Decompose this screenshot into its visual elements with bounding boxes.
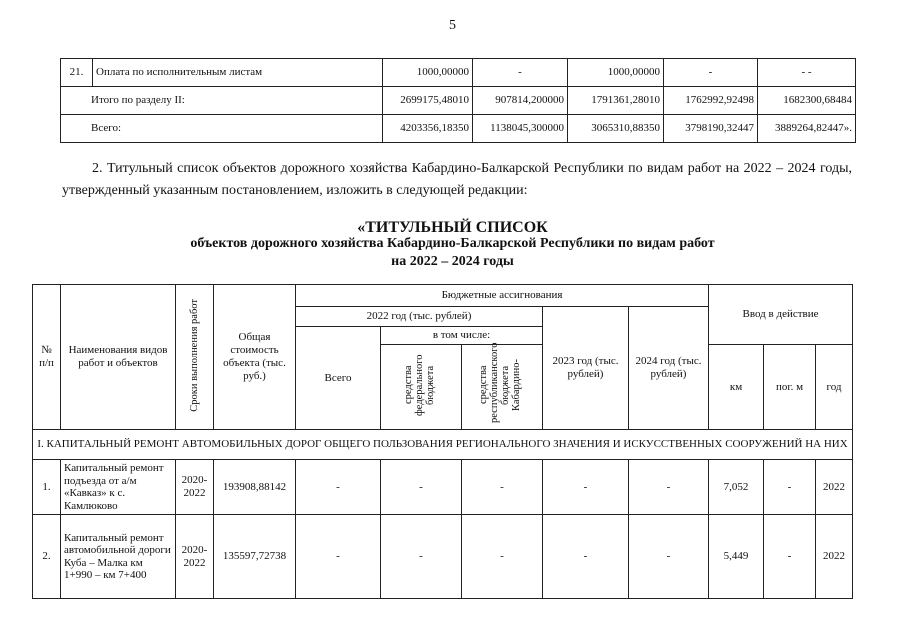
cell-value: 3065310,88350 (568, 115, 664, 143)
cell-value: 4203356,18350 (383, 115, 473, 143)
document-period: на 2022 – 2024 годы (391, 254, 514, 269)
row-number: 21. (61, 59, 93, 87)
header-cost: Общая стоимость объекта (тыс. руб.) (214, 285, 296, 430)
row-pm: - (764, 460, 816, 515)
header-federal (381, 345, 462, 430)
header-total: Всего (296, 327, 381, 430)
page-number: 5 (449, 18, 456, 33)
document-subtitle: объектов дорожного хозяйства Кабардино-Балкарской Республики по видам работ (190, 236, 715, 251)
row-total: - (296, 460, 381, 515)
row-federal: - (381, 515, 462, 599)
header-budget: Бюджетные ассигнования (296, 285, 709, 307)
header-num: № п/п (33, 285, 61, 430)
row-km: 5,449 (709, 515, 764, 599)
table-row (61, 115, 856, 143)
row-term: 2020-2022 (176, 515, 214, 599)
header-republic (462, 342, 543, 430)
row-republic: - (462, 515, 543, 599)
row-2023: - (543, 460, 629, 515)
cell-value: 2699175,48010 (383, 87, 473, 115)
table-row (33, 515, 853, 599)
row-name: Капитальный ремонт подъезда от а/м «Кавказ» к с. Камлюково (61, 460, 176, 515)
row-total: - (296, 515, 381, 599)
row-republic: - (462, 460, 543, 515)
header-federal-label: средства федерального бюджета (403, 354, 436, 416)
cell-value: 3889264,82447». (758, 115, 856, 143)
header-year: год (816, 345, 853, 430)
summary-table (60, 58, 856, 143)
cell-value: 1682300,68484 (758, 87, 856, 115)
row-label: Итого по разделу II: (61, 87, 383, 115)
row-2023: - (543, 515, 629, 599)
header-pm: пог. м (764, 345, 816, 430)
header-name: Наименования видов работ и объектов (61, 285, 176, 430)
cell-value: 1791361,28010 (568, 87, 664, 115)
document-title: «ТИТУЛЬНЫЙ СПИСОК (357, 219, 548, 236)
header-term-label: Сроки выполнения работ (189, 298, 200, 412)
row-number: 2. (33, 515, 61, 599)
row-2024: - (629, 515, 709, 599)
header-2024: 2024 год (тыс. рублей) (629, 307, 709, 430)
cell-value: - - (758, 59, 856, 87)
row-year: 2022 (816, 515, 853, 599)
row-pm: - (764, 515, 816, 599)
header-km: км (709, 345, 764, 430)
table-row (61, 59, 856, 87)
cell-value: - (473, 59, 568, 87)
cell-value: 1138045,300000 (473, 115, 568, 143)
header-including: в том числе: (381, 327, 543, 345)
row-term: 2020-2022 (176, 460, 214, 515)
header-2022: 2022 год (тыс. рублей) (296, 307, 543, 327)
row-year: 2022 (816, 460, 853, 515)
section-heading: I. КАПИТАЛЬНЫЙ РЕМОНТ АВТОМОБИЛЬНЫХ ДОРОГ ОБЩЕГО ПОЛЬЗОВАНИЯ РЕГИОНАЛЬНОГО ЗНАЧЕНИЯ И ИСКУССТВЕННЫХ СООРУЖЕНИЙ НА НИХ (33, 430, 853, 460)
table-row (33, 460, 853, 515)
row-name: Капитальный ремонт автомобильной дороги Куба – Малка км 1+990 – км 7+400 (61, 515, 176, 599)
cell-value: 3798190,32447 (664, 115, 758, 143)
row-cost: 135597,72738 (214, 515, 296, 599)
cell-value: 1000,00000 (383, 59, 473, 87)
row-km: 7,052 (709, 460, 764, 515)
cell-value: 1762992,92498 (664, 87, 758, 115)
table-row (61, 87, 856, 115)
body-paragraph: 2. Титульный список объектов дорожного хозяйства Кабардино-Балкарской Республики по видам работ на 2022 – 2024 годы, утвержденный указанным постановлением, изложить в следующей редакции: (62, 161, 852, 198)
cell-value: - (664, 59, 758, 87)
cell-value: 1000,00000 (568, 59, 664, 87)
cell-value: 907814,200000 (473, 87, 568, 115)
row-federal: - (381, 460, 462, 515)
row-cost: 193908,88142 (214, 460, 296, 515)
title-list-table (32, 284, 853, 599)
header-term (176, 285, 214, 430)
row-2024: - (629, 460, 709, 515)
header-commission: Ввод в действие (709, 285, 853, 345)
header-republic-label: средства республиканского бюджета Кабардино- (478, 342, 522, 423)
row-number: 1. (33, 460, 61, 515)
row-label: Всего: (61, 115, 383, 143)
header-2023: 2023 год (тыс. рублей) (543, 307, 629, 430)
row-name: Оплата по исполнительным листам (93, 59, 383, 87)
